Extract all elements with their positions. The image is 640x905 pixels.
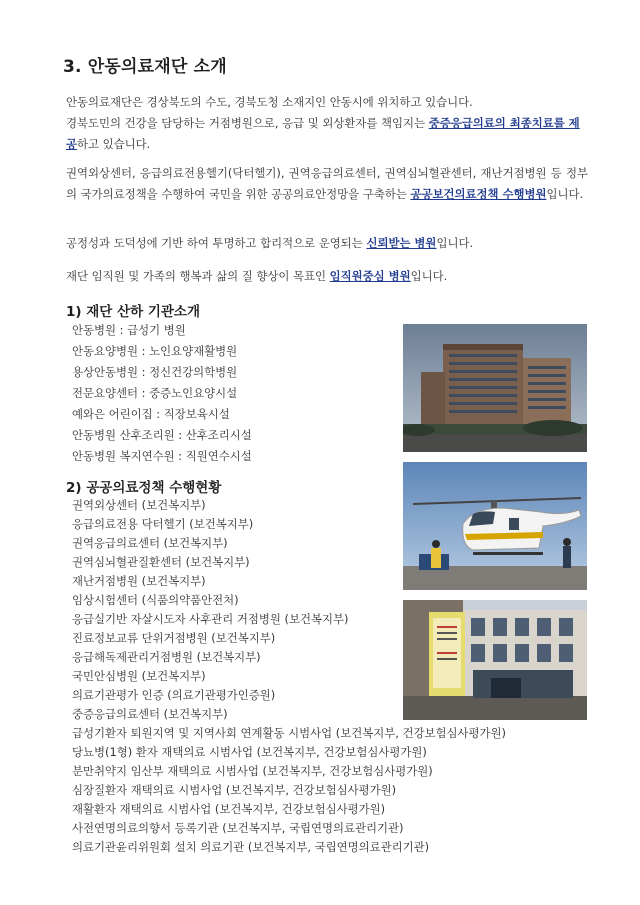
- intro-text: 안동의료재단은 경상북도의 수도, 경북도청 소재지인 안동시에 위치하고 있습니다.: [66, 95, 473, 109]
- list-item: 재활환자 재택의료 시범사업 (보건복지부, 건강보험심사평가원): [72, 802, 386, 816]
- page-title: 3. 안동의료재단 소개: [63, 57, 227, 77]
- list-item: 사전연명의료의향서 등록기관 (보건복지부, 국립연명의료관리기관): [72, 821, 404, 835]
- hospital-building-photo: [403, 324, 587, 452]
- list-item: 응급실기반 자살시도자 사후관리 거점병원 (보건복지부): [72, 612, 349, 626]
- list-item: 예와은 어린이집 : 직장보육시설: [72, 407, 230, 421]
- intro-text: 입니다.: [436, 236, 474, 250]
- list-item: 전문요양센터 : 중증노인요양시설: [72, 386, 238, 400]
- list-item: 재난거점병원 (보건복지부): [72, 574, 206, 588]
- list-item: 용상안동병원 : 정신건강의학병원: [72, 365, 238, 379]
- list-item: 권역응급의료센터 (보건복지부): [72, 536, 228, 550]
- intro-text: 재단 임직원 및 가족의 행복과 삶의 질 향상이 목표인: [66, 269, 330, 283]
- helicopter-photo: [403, 462, 587, 590]
- intro-paragraph-2: [66, 163, 588, 205]
- list-item: 진료정보교류 단위거점병원 (보건복지부): [72, 631, 276, 645]
- highlight-public-health: 공공보건의료정책 수행병원: [410, 187, 547, 201]
- highlight-emergency: 중증응급의료의 최종치료를 제공: [66, 116, 580, 151]
- list-item: 응급해독제관리거점병원 (보건복지부): [72, 650, 261, 664]
- highlight-trusted: 신뢰받는 병원: [366, 236, 437, 250]
- list-item: 안동병원 : 급성기 병원: [72, 323, 186, 337]
- intro-text: 권역외상센터, 응급의료전용헬기(닥터헬기), 권역응급의료센터, 권역심뇌혈관센터, 재난거점병원 등 정부의 국가의료정책을 수행하여 국민을 위한 공공의료안정망을 구축하는: [66, 166, 588, 201]
- list-item: 안동병원 복지연수원 : 직원연수시설: [72, 449, 252, 463]
- center-entrance-photo: [403, 600, 587, 720]
- intro-text: 하고 있습니다.: [77, 137, 151, 151]
- intro-text: 입니다.: [546, 187, 584, 201]
- list-item: 권역외상센터 (보건복지부): [72, 498, 206, 512]
- list-item: 국민안심병원 (보건복지부): [72, 669, 206, 683]
- list-item: 임상시험센터 (식품의약품안전처): [72, 593, 239, 607]
- affiliate-list: [72, 320, 252, 467]
- intro-text: 입니다.: [410, 269, 448, 283]
- intro-paragraph-3: [66, 233, 588, 254]
- intro-paragraph-4: [66, 266, 588, 287]
- list-item: 당뇨병(1형) 환자 재택의료 시범사업 (보건복지부, 건강보험심사평가원): [72, 745, 427, 759]
- intro-paragraph-1: [66, 92, 588, 155]
- intro-text: 경북도민의 건강을 담당하는 거점병원으로, 응급 및 외상환자를 책임지는: [66, 116, 429, 130]
- list-item: 응급의료전용 닥터헬기 (보건복지부): [72, 517, 254, 531]
- list-item: 의료기관윤리위원회 설치 의료기관 (보건복지부, 국립연명의료관리기관): [72, 840, 430, 854]
- section-1-heading: 1) 재단 산하 기관소개: [66, 304, 200, 320]
- intro-text: 공정성과 도덕성에 기반 하여 투명하고 합리적으로 운영되는: [66, 236, 367, 250]
- list-item: 의료기관평가 인증 (의료기관평가인증원): [72, 688, 276, 702]
- list-item: 권역심뇌혈관질환센터 (보건복지부): [72, 555, 250, 569]
- list-item: 분만취약지 임산부 재택의료 시범사업 (보건복지부, 건강보험심사평가원): [72, 764, 433, 778]
- section-2-heading: 2) 공공의료정책 수행현황: [66, 480, 222, 496]
- list-item: 안동병원 산후조리원 : 산후조리시설: [72, 428, 252, 442]
- list-item: 심장질환자 재택의료 시범사업 (보건복지부, 건강보험심사평가원): [72, 783, 397, 797]
- list-item: 급성기환자 퇴원지역 및 지역사회 연계활동 시범사업 (보건복지부, 건강보험심사평가원): [72, 726, 506, 740]
- list-item: 중증응급의료센터 (보건복지부): [72, 707, 228, 721]
- list-item: 안동요양병원 : 노인요양재활병원: [72, 344, 238, 358]
- highlight-employee: 임직원중심 병원: [329, 269, 411, 283]
